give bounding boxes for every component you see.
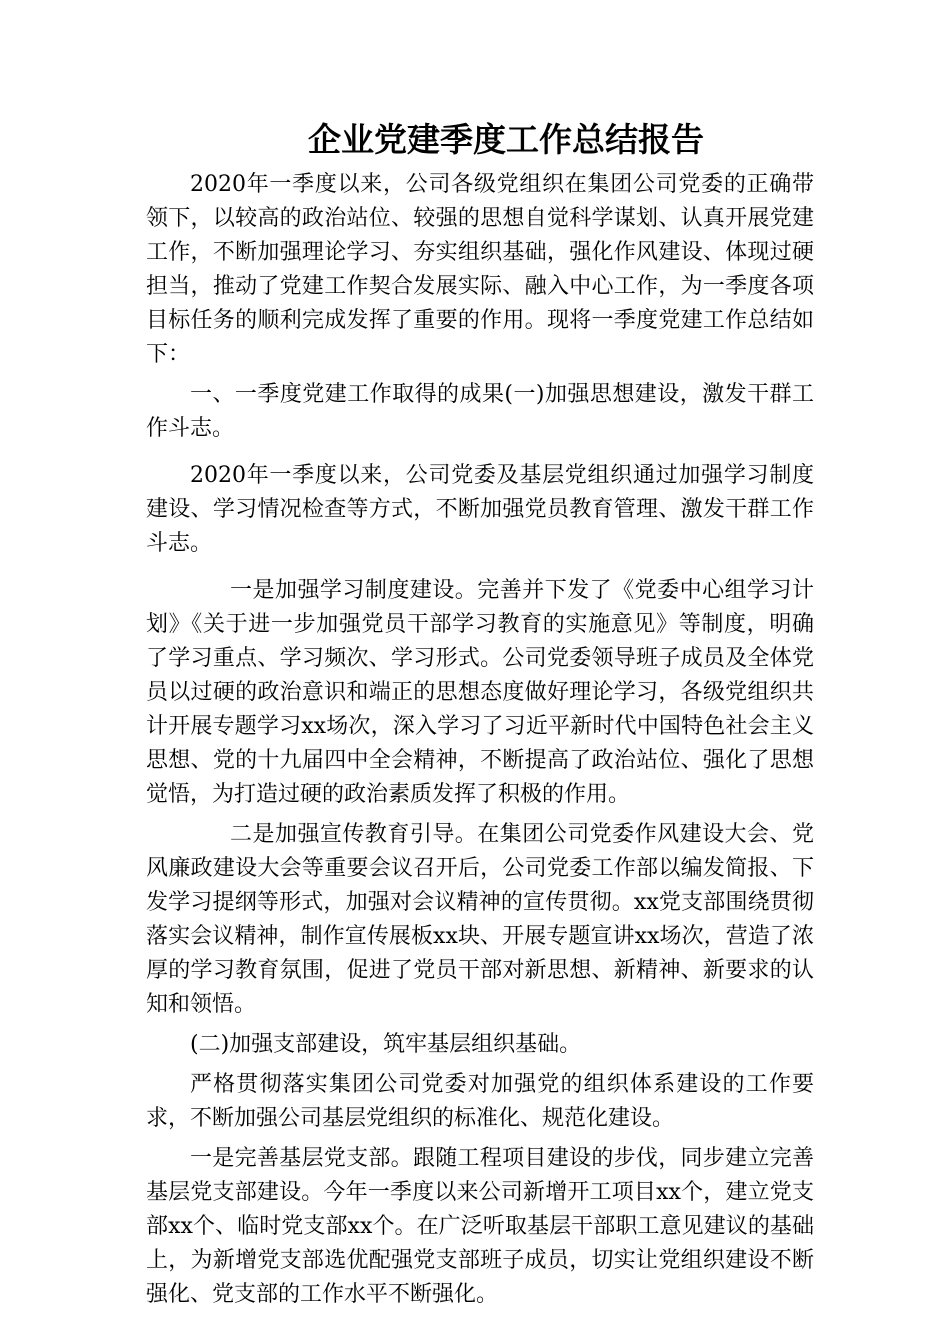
paragraph-intro: 2020年一季度以来，公司各级党组织在集团公司党委的正确带领下，以较高的政治站位、较强的思想自觉科学谋划、认真开展党建工作，不断加强理论学习、夯实组织基础，强化作风建设、体现过硬担当，推动了党建工作契合发展实际、融入中心工作，为一季度各项目标任务的顺利完成发挥了重要的作用。现将一季度党建工作总结如下： bbox=[146, 172, 814, 367]
paragraph-study-system: 一是加强学习制度建设。完善并下发了《党委中心组学习计划》《关于进一步加强党员干部学习教育的实施意见》等制度，明确了学习重点、学习频次、学习形式。公司党委领导班子成员及全体党员以过硬的政治意识和端正的思想态度做好理论学习，各级党组织共计开展专题学习xx场次，深入学习了习近平新时代中国特色社会主义思想、党的十九届四中全会精神，不断提高了政治站位、强化了思想觉悟，为打造过硬的政治素质发挥了积极的作用。 bbox=[146, 578, 814, 807]
paragraph-publicity-education: 二是加强宣传教育引导。在集团公司党委作风建设大会、党风廉政建设大会等重要会议召开后，公司党委工作部以编发简报、下发学习提纲等形式，加强对会议精神的宣传贯彻。xx党支部围绕贯彻落实会议精神，制作宣传展板xx块、开展专题宣讲xx场次，营造了浓厚的学习教育氛围，促进了党员干部对新思想、新精神、新要求的认知和领悟。 bbox=[146, 822, 814, 1017]
paragraph-branch-requirements: 严格贯彻落实集团公司党委对加强党的组织体系建设的工作要求，不断加强公司基层党组织的标准化、规范化建设。 bbox=[146, 1072, 814, 1131]
paragraph-branch-heading: (二)加强支部建设，筑牢基层组织基础。 bbox=[190, 1032, 582, 1057]
document-title: 企业党建季度工作总结报告 bbox=[308, 120, 704, 159]
paragraph-thought-building: 2020年一季度以来，公司党委及基层党组织通过加强学习制度建设、学习情况检查等方式，不断加强党员教育管理、激发干群工作斗志。 bbox=[146, 463, 814, 556]
document-body bbox=[146, 168, 814, 1312]
paragraph-section-heading: 一、一季度党建工作取得的成果(一)加强思想建设，激发干群工作斗志。 bbox=[146, 382, 814, 441]
paragraph-branch-improvement: 一是完善基层党支部。跟随工程项目建设的步伐，同步建立完善基层党支部建设。今年一季度以来公司新增开工项目xx个，建立党支部xx个、临时党支部xx个。在广泛听取基层干部职工意见建议的基础上，为新增党支部选优配强党支部班子成员，切实让党组织建设不断强化、党支部的工作水平不断强化。 bbox=[146, 1146, 814, 1307]
